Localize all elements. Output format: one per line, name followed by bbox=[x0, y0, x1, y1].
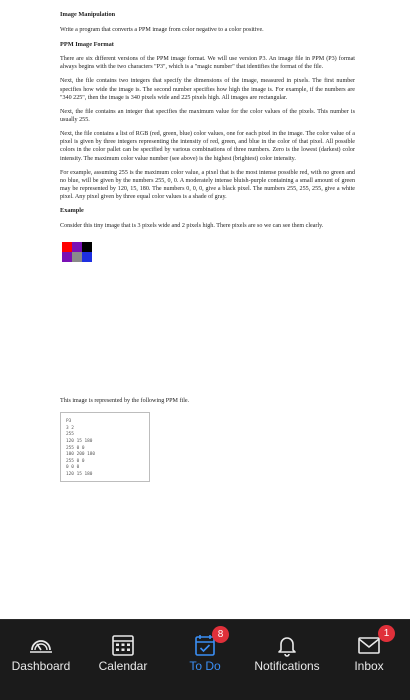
inbox-badge: 1 bbox=[378, 625, 395, 642]
paragraph-versions: There are six different versions of the PPM image format. We will use version P3. An image file in PPM (P3) format always begins with the two characters "P3", which is a "magic number" that identifies the format of the file. bbox=[60, 56, 355, 71]
bell-icon bbox=[274, 632, 300, 658]
ppm-file-caption: This image is represented by the following PPM file. bbox=[60, 397, 190, 404]
bottom-tab-bar bbox=[0, 619, 410, 700]
pixel bbox=[82, 252, 92, 262]
blank-space bbox=[60, 262, 355, 397]
tab-label: To Do bbox=[189, 659, 221, 673]
example-text: Consider this tiny image that is 3 pixels wide and 2 pixels high. There pixels are so we can see them clearly. bbox=[60, 222, 324, 229]
tab-label: Dashboard bbox=[11, 659, 71, 673]
tab-label: Notifications bbox=[254, 659, 320, 673]
pixel bbox=[62, 252, 72, 262]
tab-inbox[interactable] bbox=[328, 620, 410, 700]
paragraph-dimensions: Next, the file contains two integers that specify the dimensions of the image, measured in pixels. The first number specifies how wide the image is. The second number specifies how high the image is. For example, if the numbers are "340 225", then the image is 340 pixels wide and 225 pixels high. All images are rectangular. bbox=[60, 78, 355, 101]
tab-label: Inbox bbox=[354, 659, 384, 673]
paragraph-max-value: Next, the file contains an integer that specifies the maximum value for the color values of the pixels. This number is usually 255. bbox=[60, 108, 355, 123]
format-heading: PPM Image Format bbox=[60, 40, 114, 48]
intro-text: Write a program that converts a PPM image from color negative to a color positive. bbox=[60, 27, 264, 34]
calendar-icon bbox=[110, 632, 136, 658]
pixel bbox=[72, 252, 82, 262]
todo-badge: 8 bbox=[212, 626, 229, 643]
pixel bbox=[72, 242, 82, 252]
paragraph-rgb: Next, the file contains a list of RGB (red, green, blue) color values, one for each pixel in the image. The color value of a pixel is given by three integers representing the intensity of red, green, and blue in the color of that pixel. All possible colors in the color pallet can be specified by various combinations of three numbers. Zero is the lowest (darkest) color intensity. The maximum color value number (see above) is the highest (brightest) color intensity. bbox=[60, 131, 355, 162]
paragraph-example-colors: For example, assuming 255 is the maximum color value, a pixel that is the most intense possible red, with no green and no blue, will be given by the numbers 255, 0, 0. A moderately intense bluish-purple containing a small amount of green may be represented by 120, 15, 180. The numbers 0, 0, 0, give a black pixel. The numbers 255, 255, 255, give a white pixel. Any pixel given by three equal color values is a shade of gray. bbox=[60, 169, 355, 201]
pixel bbox=[62, 242, 72, 252]
example-heading: Example bbox=[60, 207, 84, 215]
tab-dashboard[interactable] bbox=[0, 620, 82, 700]
tab-label: Calendar bbox=[98, 659, 148, 673]
example-pixel-image bbox=[62, 242, 92, 262]
document-title: Image Manipulation bbox=[60, 11, 116, 18]
dashboard-icon bbox=[28, 632, 54, 658]
pixel bbox=[82, 242, 92, 252]
tab-calendar[interactable] bbox=[82, 620, 164, 700]
tab-todo[interactable] bbox=[164, 620, 246, 700]
ppm-file-listing: P3 3 2 255 120 15 180 255 0 0 100 200 180 255 0 0 0 0 0 120 15 180 bbox=[60, 412, 150, 482]
tab-notifications[interactable] bbox=[246, 620, 328, 700]
